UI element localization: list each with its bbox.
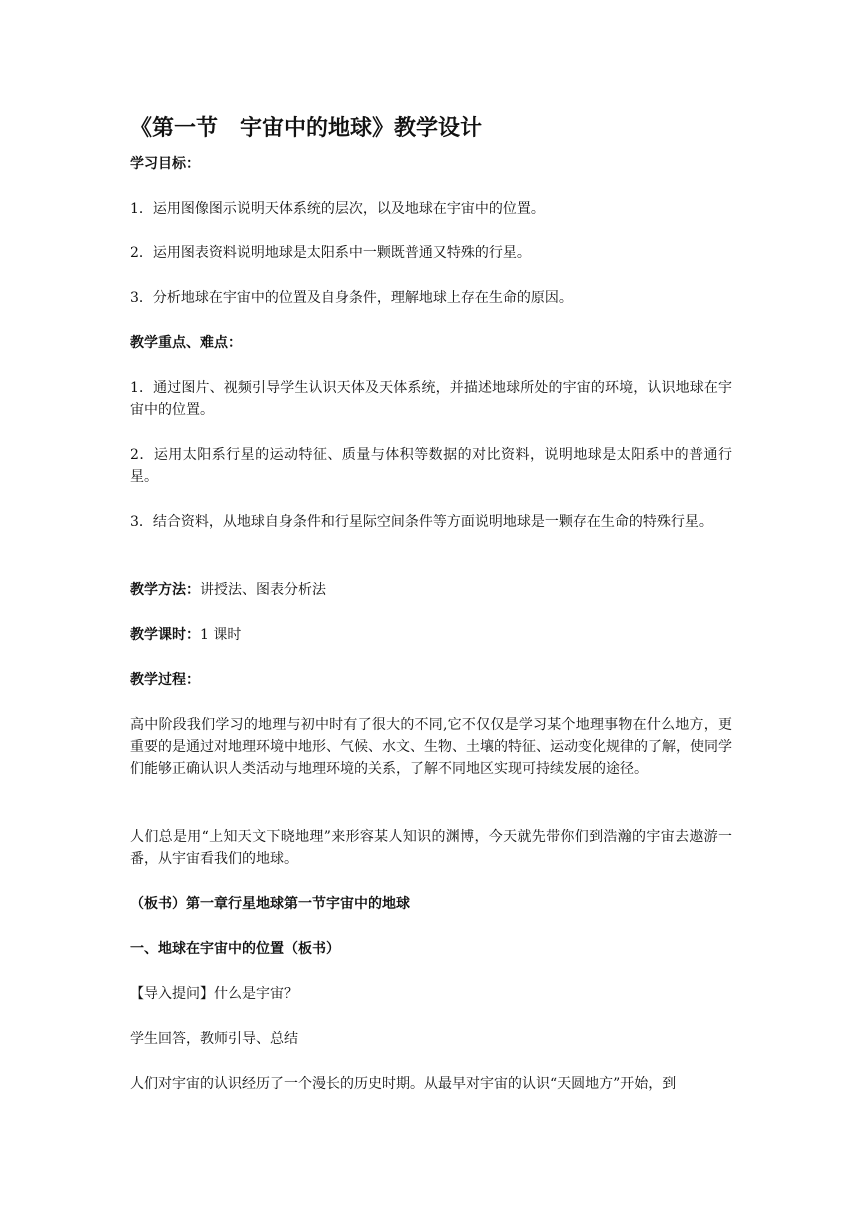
student-answer: 学生回答，教师引导、总结	[130, 1031, 298, 1047]
document-title: 《第一节 宇宙中的地球》教学设计	[130, 116, 483, 141]
process-paragraph: 高中阶段我们学习的地理与初中时有了很大的不同,它不仅仅是学习某个地理事物在什么地方，更重要的是通过对地理环境中地形、气候、水文、生物、土壤的特征、运动变化规律的了解，使同学们能够正确认识人类活动与地理环境的关系，了解不同地区实现可持续发展的途径。	[130, 717, 732, 777]
teaching-method-value: 讲授法、图表分析法	[200, 582, 326, 598]
teaching-hours	[130, 624, 732, 646]
teaching-method	[130, 579, 732, 601]
teaching-method-label: 教学方法：	[130, 582, 200, 598]
history-paragraph: 人们对宇宙的认识经历了一个漫长的历史时期。从最早对宇宙的认识“天圆地方”开始，到	[130, 1076, 677, 1092]
key-point-item: 1．通过图片、视频引导学生认识天体及天体系统，并描述地球所处的宇宙的环境，认识地球在宇宙中的位置。	[130, 380, 732, 418]
objective-item: 2．运用图表资料说明地球是太阳系中一颗既普通又特殊的行星。	[130, 245, 531, 261]
objective-item: 3．分析地球在宇宙中的位置及自身条件，理解地球上存在生命的原因。	[130, 290, 573, 306]
board-note: （板书）第一章行星地球第一节宇宙中的地球	[130, 896, 410, 912]
teaching-hours-label: 教学课时：	[130, 627, 200, 643]
section-heading: 一、地球在宇宙中的位置（板书）	[130, 941, 340, 957]
key-point-item: 2．运用太阳系行星的运动特征、质量与体积等数据的对比资料，说明地球是太阳系中的普通行星。	[130, 447, 732, 485]
objectives-heading: 学习目标：	[130, 156, 200, 172]
key-points-heading: 教学重点、难点：	[130, 335, 242, 351]
teaching-hours-value: 1 课时	[200, 627, 242, 643]
process-paragraph: 人们总是用“上知天文下晓地理”来形容某人知识的渊博，今天就先带你们到浩瀚的宇宙去遨游一番，从宇宙看我们的地球。	[130, 829, 732, 867]
process-heading: 教学过程：	[130, 672, 200, 688]
objective-item: 1．运用图像图示说明天体系统的层次，以及地球在宇宙中的位置。	[130, 201, 545, 217]
intro-question: 【导入提问】什么是宇宙？	[130, 986, 298, 1002]
key-point-item: 3．结合资料，从地球自身条件和行星际空间条件等方面说明地球是一颗存在生命的特殊行星。	[130, 514, 713, 530]
